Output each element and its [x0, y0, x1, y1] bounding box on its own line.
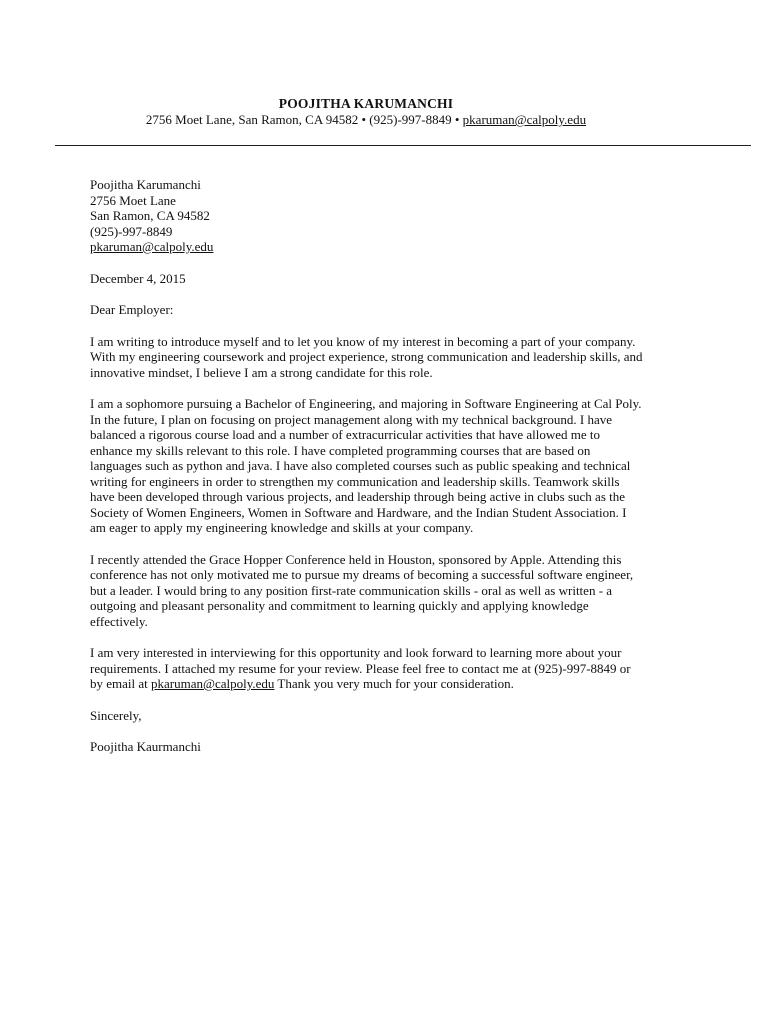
letterhead-contact-text: 2756 Moet Lane, San Ramon, CA 94582 • (925)-997-8849 • — [145, 112, 463, 127]
letterhead-email-link[interactable]: pkaruman@calpoly.edu — [462, 112, 587, 127]
sender-city: San Ramon, CA 94582 — [90, 208, 210, 223]
paragraph-line: outgoing and pleasant personality and commitment to learning quickly and applying knowledge — [90, 598, 589, 613]
paragraph-line: innovative mindset, I believe I am a strong candidate for this role. — [90, 364, 433, 380]
sender-street: 2756 Moet Lane — [90, 192, 176, 208]
paragraph-line-with-email — [90, 676, 690, 692]
sender-email-link[interactable]: pkaruman@calpoly.edu — [90, 239, 214, 254]
email-suffix-text: Thank you very much for your consideration. — [274, 676, 514, 691]
paragraph-closing — [90, 645, 690, 692]
paragraph-line: I am very interested in interviewing for this opportunity and look forward to learning more about your — [90, 645, 622, 660]
letterhead — [0, 96, 732, 128]
header-divider — [55, 145, 751, 146]
letterhead-name: POOJITHA KARUMANCHI — [278, 96, 454, 111]
paragraph-line: I recently attended the Grace Hopper Conference held in Houston, sponsored by Apple. Attending this — [90, 551, 622, 567]
paragraph-line: have been developed through various projects, and leadership through being active in clubs such as the — [90, 489, 626, 504]
sender-name: Poojitha Karumanchi — [90, 177, 201, 192]
paragraph-conference — [90, 552, 690, 630]
paragraph-line: With my engineering coursework and project experience, strong communication and leadership skills, and — [90, 349, 643, 364]
closing-email-link[interactable]: pkaruman@calpoly.edu — [151, 676, 275, 691]
email-prefix-text: by email at — [90, 676, 152, 691]
salutation: Dear Employer: — [90, 302, 174, 317]
closing-phrase: Sincerely, — [90, 707, 142, 723]
paragraph-line: Society of Women Engineers, Women in Software and Hardware, and the Indian Student Association. I — [90, 504, 627, 520]
paragraph-background — [90, 396, 690, 536]
paragraph-line: I am a sophomore pursuing a Bachelor of Engineering, and majoring in Software Engineering at Cal Poly. — [90, 396, 642, 411]
signature-name: Poojitha Kaurmanchi — [90, 739, 201, 754]
paragraph-line: effectively. — [90, 613, 148, 629]
paragraph-line: languages such as python and java. I have also completed courses such as public speaking and technical — [90, 458, 631, 473]
paragraph-line: In the future, I plan on focusing on project management along with my technical background. I have — [90, 411, 612, 427]
paragraph-line: I am writing to introduce myself and to let you know of my interest in becoming a part of your company. — [90, 333, 636, 349]
sender-phone: (925)-997-8849 — [90, 223, 173, 239]
paragraph-intro — [90, 334, 690, 381]
paragraph-line: writing for engineers in order to strengthen my communication and leadership skills. Teamwork skills — [90, 473, 620, 489]
paragraph-line: conference has not only motivated me to pursue my dreams of becoming a successful software engineer, — [90, 567, 634, 582]
paragraph-line: requirements. I attached my resume for your review. Please feel free to contact me at (925)-997-8849 or — [90, 660, 631, 676]
paragraph-line: am eager to apply my engineering knowledge and skills at your company. — [90, 520, 474, 535]
paragraph-line: enhance my skills relevant to this role. I have completed programming courses that are based on — [90, 442, 591, 458]
letter-body — [90, 177, 690, 755]
paragraph-line: but a leader. I would bring to any position first-rate communication skills - oral as well as written - a — [90, 582, 613, 598]
letter-date: December 4, 2015 — [90, 270, 186, 286]
letterhead-contact-line — [0, 112, 732, 128]
paragraph-line: balanced a rigorous course load and a number of extracurricular activities that have allowed me to — [90, 427, 601, 442]
sender-address-block — [90, 177, 690, 255]
